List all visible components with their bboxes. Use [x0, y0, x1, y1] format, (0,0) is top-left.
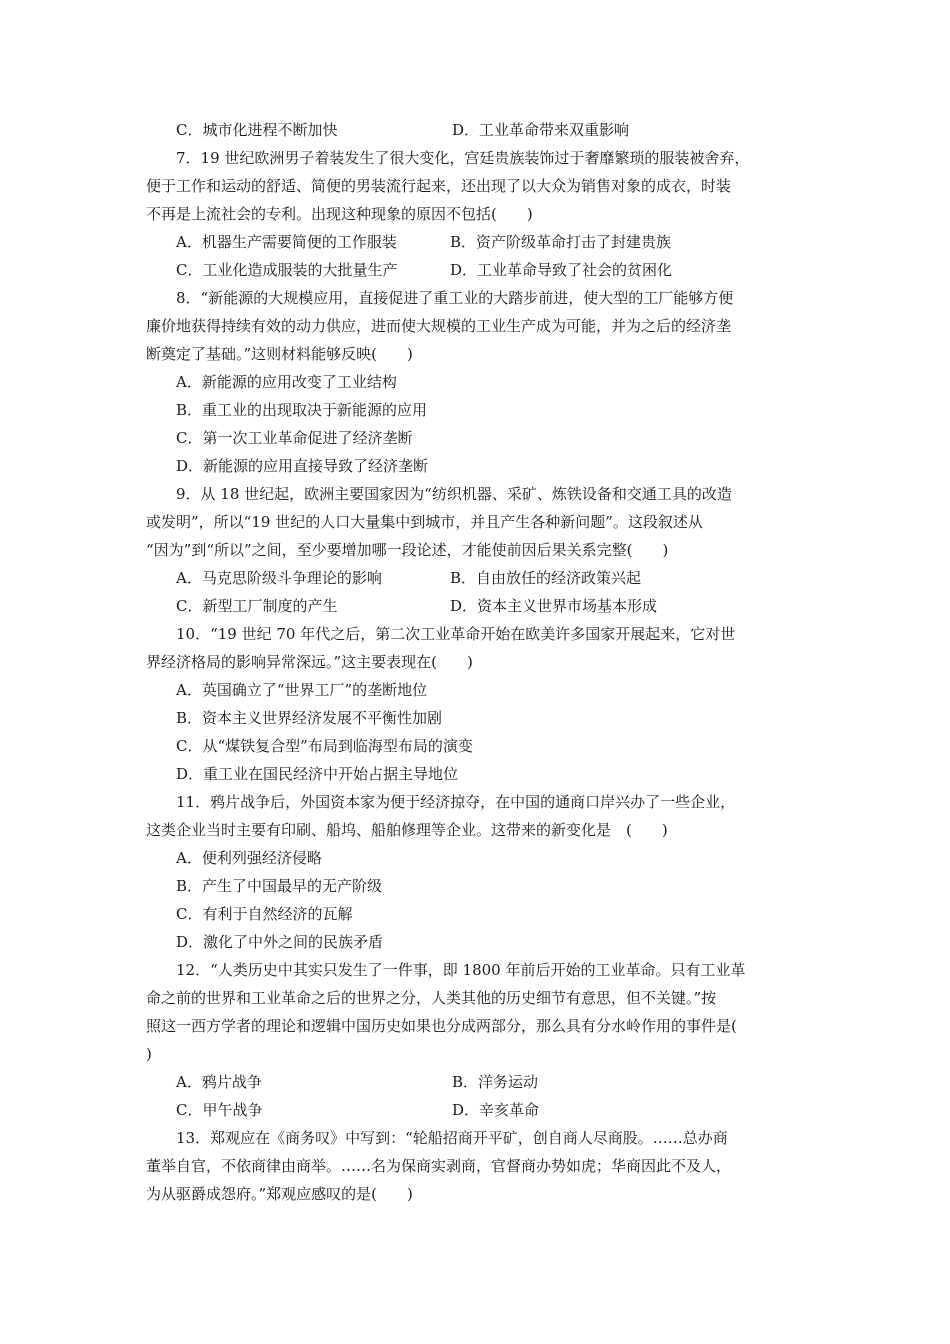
q11-option-a[interactable]: A．便利列强经济侵略 — [176, 849, 322, 867]
question-7 — [146, 144, 816, 284]
q9-option-d[interactable]: D．资本主义世界市场基本形成 — [450, 597, 658, 615]
q11-stem-line-1: 11．鸦片战争后，外国资本家为便于经济掠夺，在中国的通商口岸兴办了一些企业， — [176, 793, 736, 811]
q8-option-b[interactable]: B．重工业的出现取决于新能源的应用 — [176, 401, 428, 419]
q6-option-d[interactable]: D．工业革命带来双重影响 — [452, 121, 630, 139]
q10-option-a[interactable]: A．英国确立了“世界工厂”的垄断地位 — [176, 681, 428, 699]
q6-options-row-cd — [146, 116, 816, 144]
q10-option-c[interactable]: C．从“煤铁复合型”布局到临海型布局的演变 — [176, 737, 473, 755]
exam-page — [146, 116, 816, 1208]
q12-stem-line-2: 命之前的世界和工业革命之后的世界之分，人类其他的历史细节有意思，但不关键。”按 — [146, 989, 717, 1007]
question-8 — [146, 284, 816, 480]
q11-option-b[interactable]: B．产生了中国最早的无产阶级 — [176, 877, 383, 895]
question-13 — [146, 1124, 816, 1208]
q12-options-row-ab — [146, 1068, 816, 1096]
q8-stem-line-2: 廉价地获得持续有效的动力供应，进而使大规模的工业生产成为可能，并为之后的经济垄 — [146, 317, 732, 335]
q7-stem-line-2: 便于工作和运动的舒适、简便的男装流行起来，还出现了以大众为销售对象的成衣，时装 — [146, 177, 732, 195]
q11-option-d[interactable]: D．激化了中外之间的民族矛盾 — [176, 933, 384, 951]
question-11 — [146, 788, 816, 956]
q10-option-d[interactable]: D．重工业在国民经济中开始占据主导地位 — [176, 765, 459, 783]
question-10 — [146, 620, 816, 788]
q10-stem-line-1: 10．“19 世纪 70 年代之后，第二次工业革命开始在欧美许多国家开展起来，它对世 — [176, 625, 736, 643]
q7-stem-line-3: 不再是上流社会的专利。出现这种现象的原因不包括( ) — [146, 205, 533, 223]
q7-option-c[interactable]: C．工业化造成服装的大批量生产 — [176, 261, 398, 279]
q9-options-row-ab — [146, 564, 816, 592]
q13-stem-line-2: 董举自官，不依商律由商举。……名为保商实剥商，官督商办势如虎；华商因此不及人， — [146, 1157, 732, 1175]
q9-stem-line-1: 9．从 18 世纪起，欧洲主要国家因为“纺织机器、采矿、炼铁设备和交通工具的改造 — [176, 485, 732, 503]
q8-stem-line-1: 8．“新能源的大规模应用，直接促进了重工业的大踏步前进，使大型的工厂能够方便 — [176, 289, 734, 307]
q9-option-b[interactable]: B．自由放任的经济政策兴起 — [450, 569, 642, 587]
q8-option-c[interactable]: C．第一次工业革命促进了经济垄断 — [176, 429, 413, 447]
q12-stem-line-4: ) — [146, 1045, 152, 1063]
q12-option-d[interactable]: D．辛亥革命 — [452, 1101, 540, 1119]
q9-stem-line-2: 或发明”，所以“19 世纪的人口大量集中到城市，并且产生各种新问题”。这段叙述从 — [146, 513, 703, 531]
q11-option-c[interactable]: C．有利于自然经济的瓦解 — [176, 905, 353, 923]
q10-stem-line-2: 界经济格局的影响异常深远。”这主要表现在( ) — [146, 653, 473, 671]
q12-option-b[interactable]: B．洋务运动 — [452, 1073, 539, 1091]
q12-option-a[interactable]: A．鸦片战争 — [176, 1073, 262, 1091]
q13-stem-line-3: 为从驱爵成怨府。”郑观应感叹的是( ) — [146, 1185, 413, 1203]
q9-option-c[interactable]: C．新型工厂制度的产生 — [176, 597, 338, 615]
q6-option-c[interactable]: C．城市化进程不断加快 — [176, 121, 338, 139]
q12-options-row-cd — [146, 1096, 816, 1124]
question-9 — [146, 480, 816, 620]
q13-stem-line-1: 13．郑观应在《商务叹》中写到：“轮船招商开平矿，创自商人尽商股。……总办商 — [176, 1129, 728, 1147]
q7-stem-line-1: 7．19 世纪欧洲男子着装发生了很大变化，宫廷贵族装饰过于奢靡繁琐的服装被舍弃， — [176, 149, 750, 167]
q12-option-c[interactable]: C．甲午战争 — [176, 1101, 263, 1119]
q7-options-row-cd — [146, 256, 816, 284]
q8-option-a[interactable]: A．新能源的应用改变了工业结构 — [176, 373, 397, 391]
q7-options-row-ab — [146, 228, 816, 256]
q7-option-d[interactable]: D．工业革命导致了社会的贫困化 — [450, 261, 673, 279]
q8-option-d[interactable]: D．新能源的应用直接导致了经济垄断 — [176, 457, 429, 475]
q9-options-row-cd — [146, 592, 816, 620]
q11-stem-line-2: 这类企业当时主要有印刷、船坞、船舶修理等企业。这带来的新变化是 ( ) — [146, 821, 668, 839]
question-12 — [146, 956, 816, 1124]
q7-option-b[interactable]: B．资产阶级革命打击了封建贵族 — [450, 233, 672, 251]
q12-stem-line-1: 12．“人类历史中其实只发生了一件事，即 1800 年前后开始的工业革命。只有工业革 — [176, 961, 746, 979]
q10-option-b[interactable]: B．资本主义世界经济发展不平衡性加剧 — [176, 709, 443, 727]
q7-option-a[interactable]: A．机器生产需要简便的工作服装 — [176, 233, 397, 251]
q8-stem-line-3: 断奠定了基础。”这则材料能够反映( ) — [146, 345, 413, 363]
q9-option-a[interactable]: A．马克思阶级斗争理论的影响 — [176, 569, 382, 587]
q12-stem-line-3: 照这一西方学者的理论和逻辑中国历史如果也分成两部分，那么具有分水岭作用的事件是( — [146, 1017, 737, 1035]
q9-stem-line-3: “因为”到“所以”之间，至少要增加哪一段论述，才能使前因后果关系完整( ) — [146, 541, 669, 559]
